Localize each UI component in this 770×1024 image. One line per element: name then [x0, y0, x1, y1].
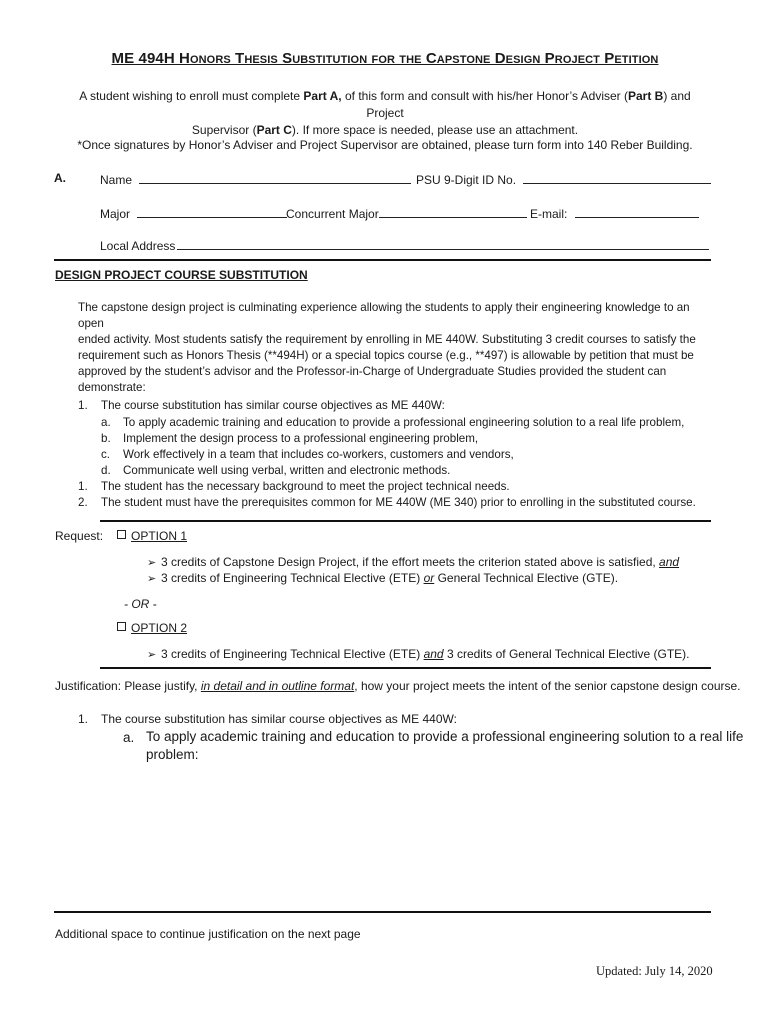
- list-item: The course substitution has similar course objectives as ME 440W:: [101, 399, 445, 412]
- sub-item: To apply academic training and education to provide a professional engineering solution to a real life problem,: [123, 416, 685, 429]
- email-field[interactable]: [575, 205, 699, 218]
- or-separator: - OR -: [124, 597, 157, 611]
- option-2-checkbox[interactable]: [117, 622, 126, 631]
- part-b-ref: Part B: [628, 89, 664, 103]
- major-field[interactable]: [137, 205, 287, 218]
- list-item-number: 1.: [78, 399, 88, 412]
- name-row: [100, 171, 411, 187]
- bullet-text: 3 credits of General Technical Elective (GTE).: [443, 647, 690, 661]
- concurrent-major-field[interactable]: [379, 205, 527, 218]
- emphasis-and: and: [659, 555, 680, 569]
- local-address-row: [100, 237, 709, 253]
- paragraph-line: requirement such as Honors Thesis (**494H) or a special topics course (e.g., **497) is allowable by petition that must be: [78, 349, 694, 362]
- intro-text: A student wishing to enroll must complete: [79, 89, 304, 103]
- sub-item-letter: b.: [101, 432, 111, 445]
- arrow-bullet-icon: ➢: [147, 649, 157, 661]
- paragraph-line: ended activity. Most students satisfy the requirement by enrolling in ME 440W. Substituting 3 credit courses to satisfy the: [78, 333, 696, 346]
- sub-item-letter: a.: [101, 416, 111, 429]
- option-2-bullet: [147, 647, 690, 661]
- psu-id-label: PSU 9-Digit ID No.: [416, 173, 517, 187]
- design-section-heading: DESIGN PROJECT COURSE SUBSTITUTION: [55, 268, 308, 282]
- paragraph-line: demonstrate:: [78, 381, 146, 394]
- major-row: [100, 205, 287, 221]
- list-item: The course substitution has similar course objectives as ME 440W:: [101, 712, 457, 726]
- name-label: Name: [100, 173, 133, 187]
- option-1[interactable]: [117, 529, 187, 543]
- name-field[interactable]: [139, 171, 411, 184]
- option-1-label: OPTION 1: [131, 529, 188, 543]
- option-1-bullet: [147, 571, 618, 585]
- signature-note: *Once signatures by Honor’s Adviser and Project Supervisor are obtained, please turn form into 140 Reber Building.: [77, 138, 693, 152]
- sub-item-letter: d.: [101, 464, 111, 477]
- sub-item: Implement the design process to a professional engineering problem,: [123, 432, 479, 445]
- intro-instructions: [60, 88, 710, 139]
- intro-text: ) and Project: [366, 89, 691, 120]
- updated-date: Updated: July 14, 2020: [596, 964, 713, 978]
- page-title: ME 494H Honors Thesis Substitution for the Capstone Design Project Petition: [111, 50, 659, 67]
- part-a-ref: Part A,: [303, 89, 342, 103]
- bullet-text: 3 credits of Engineering Technical Elective (ETE): [161, 647, 424, 661]
- bullet-text: General Technical Elective (GTE).: [434, 571, 619, 585]
- divider: [54, 259, 711, 261]
- local-address-field[interactable]: [177, 237, 709, 250]
- justification-prompt: [55, 679, 741, 693]
- part-a-label: A.: [54, 171, 66, 185]
- concurrent-major-label: Concurrent Major: [286, 207, 379, 221]
- emphasis-and: and: [423, 647, 444, 661]
- email-label: E-mail:: [530, 207, 568, 221]
- option-2-label: OPTION 2: [131, 621, 188, 635]
- psu-id-row: [416, 171, 711, 187]
- justification-text: Justification: Please justify,: [55, 679, 201, 693]
- divider: [54, 911, 711, 913]
- sub-item-line: problem:: [146, 747, 199, 762]
- list-item-number: 1.: [78, 712, 89, 726]
- divider: [100, 520, 711, 522]
- justification-sub-item: [146, 728, 743, 764]
- sub-item-letter: a.: [123, 730, 135, 745]
- sub-item-letter: c.: [101, 448, 111, 461]
- divider: [100, 667, 711, 669]
- list-item: The student must have the prerequisites common for ME 440W (ME 340) prior to enrolling in the substituted course.: [101, 496, 696, 509]
- sub-item: Work effectively in a team that includes co-workers, customers and vendors,: [123, 448, 514, 461]
- intro-text: Supervisor (: [191, 123, 257, 137]
- justification-emphasis: in detail and in outline format: [200, 679, 355, 693]
- justification-text: , how your project meets the intent of the senior capstone design course.: [354, 679, 741, 693]
- list-item: The student has the necessary background to meet the project technical needs.: [101, 480, 510, 493]
- emphasis-or: or: [423, 571, 435, 585]
- option-1-checkbox[interactable]: [117, 530, 126, 539]
- part-c-ref: Part C: [256, 123, 292, 137]
- arrow-bullet-icon: ➢: [147, 557, 157, 569]
- concurrent-major-row: [286, 205, 527, 221]
- design-paragraph: [78, 300, 718, 396]
- psu-id-field[interactable]: [523, 171, 711, 184]
- arrow-bullet-icon: ➢: [147, 573, 157, 585]
- paragraph-line: The capstone design project is culminating experience allowing the students to apply their engineering knowledge to an open: [78, 301, 690, 330]
- sub-item: Communicate well using verbal, written and electronic methods.: [123, 464, 451, 477]
- intro-text: ). If more space is needed, please use an attachment.: [291, 123, 579, 137]
- bullet-text: 3 credits of Engineering Technical Elective (ETE): [161, 571, 424, 585]
- sub-item-line: To apply academic training and education to provide a professional engineering solution to a real life: [146, 729, 744, 744]
- option-2[interactable]: [117, 621, 187, 635]
- intro-text: of this form and consult with his/her Honor’s Adviser (: [341, 89, 628, 103]
- justification-answer-area[interactable]: [100, 770, 711, 905]
- list-item-number: 2.: [78, 496, 88, 509]
- major-label: Major: [100, 207, 131, 221]
- option-1-bullet: [147, 555, 679, 569]
- bullet-text: 3 credits of Capstone Design Project, if the effort meets the criterion stated above is satisfied,: [161, 555, 660, 569]
- list-item-number: 1.: [78, 480, 88, 493]
- additional-space-note: Additional space to continue justification on the next page: [55, 927, 361, 941]
- paragraph-line: approved by the student’s advisor and the Professor-in-Charge of Undergraduate Studies provided the student can: [78, 365, 667, 378]
- local-address-label: Local Address: [100, 239, 176, 253]
- email-row: [530, 205, 699, 221]
- request-label: Request:: [55, 529, 104, 543]
